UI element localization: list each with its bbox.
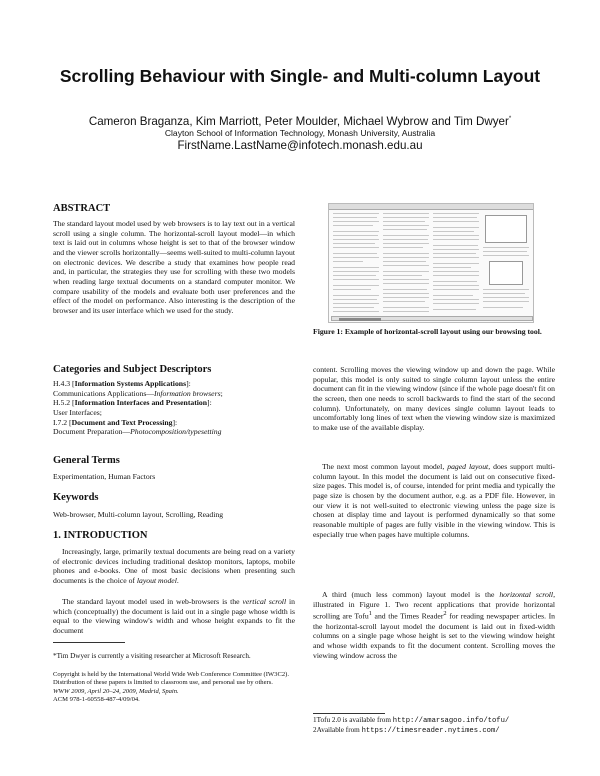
category-rest: ]: (172, 417, 178, 427)
intro-p2-italic: vertical scroll (242, 597, 287, 606)
right-paragraph-1: content. Scrolling moves the viewing window up and down the page. While popular, this model is only suited to single column layout unless the entire document can fit in the viewing window (since if the whole page doesn't fit on the screen, then one needs to scroll backwards to find the start of the second column). Unfortunately, on many devices single column layout leads to uncomfortably long lines of text when the viewing window size is maximized to make use of the available display. (313, 365, 555, 432)
footnote-1-url[interactable]: http://amarsagoo.info/tofu/ (392, 717, 510, 725)
right-p2-text: The next most common layout model, (322, 462, 448, 471)
footnote-ref-1: 1 (368, 610, 372, 618)
category-line (53, 389, 295, 399)
footnote-ref-2: 2 (443, 610, 447, 618)
intro-paragraph-2 (53, 597, 295, 636)
right-paragraph-2 (313, 462, 555, 539)
category-code: I.7.2 [ (53, 417, 72, 427)
category-line (53, 408, 295, 418)
intro-p1-text: Increasingly, large, primarily textual documents are being read on a variety of electronic devices including traditional desktop monitors, laptops, mobile phones and e-books. One of most basic decisions when presenting such documents is the choice of (53, 547, 295, 585)
email: FirstName.LastName@infotech.monash.edu.au (177, 139, 423, 152)
right-footnotes (313, 716, 555, 736)
right-paragraph-3 (313, 590, 555, 660)
category-line (53, 418, 295, 428)
introduction-heading: 1. INTRODUCTION (53, 530, 148, 541)
author-footnote-mark: * (508, 116, 512, 123)
category-italic: Information browsers (154, 388, 221, 398)
conference-line: WWW 2009, April 20–24, 2009, Madrid, Spain. (53, 687, 179, 695)
document-screenshot-icon (328, 203, 534, 323)
acm-line: ACM 978-1-60558-487-4/09/04. (53, 695, 140, 703)
footnote-1 (313, 716, 555, 726)
category-rest: ]: (207, 398, 212, 408)
category-italic: Photocomposition/typesetting (130, 427, 222, 437)
figure-diagram (485, 215, 527, 243)
right-p3-italic: horizontal scroll (499, 590, 554, 599)
category-code: H.5.2 [ (53, 398, 75, 408)
author-footnote: *Tim Dwyer is currently a visiting researcher at Microsoft Research. (53, 652, 251, 661)
figure-diagram (489, 261, 523, 285)
keywords-text: Web-browser, Multi-column layout, Scrolling, Reading (53, 510, 224, 519)
authors-text: Cameron Braganza, Kim Marriott, Peter Moulder, Michael Wybrow and Tim Dwyer (88, 115, 509, 128)
categories-heading: Categories and Subject Descriptors (53, 364, 212, 375)
browser-toolbar (329, 204, 533, 210)
keywords-heading: Keywords (53, 492, 99, 503)
abstract-heading (53, 203, 295, 214)
right-p3-text-c: and the Times Reader (371, 611, 444, 621)
abstract-heading-text: ABSTRACT (53, 203, 111, 214)
figure-column-2 (383, 213, 429, 317)
affiliation: Clayton School of Information Technology, Monash University, Australia (164, 128, 436, 138)
general-terms-text: Experimentation, Human Factors (53, 472, 156, 481)
categories-list (53, 379, 295, 437)
paper-title: Scrolling Behaviour with Single- and Multi-column Layout (59, 66, 541, 86)
footnote-rule (53, 642, 125, 643)
right-p3-text: A third (much less common) layout model is the (322, 590, 500, 599)
figure-column-3 (433, 213, 479, 317)
category-line (53, 398, 295, 408)
category-name: Information Systems Applications (74, 379, 187, 388)
footnote-2 (313, 726, 555, 736)
figure-caption: Figure 1: Example of horizontal-scroll layout using our browsing tool. (313, 327, 542, 336)
footnote-2-url[interactable]: https://timesreader.nytimes.com/ (361, 727, 500, 735)
footnote-2-text: 2Available from (313, 726, 362, 734)
author-list (0, 115, 600, 128)
category-code: H.4.3 [ (53, 379, 75, 388)
category-name: Document and Text Processing (71, 417, 173, 427)
intro-paragraph-1 (53, 547, 295, 586)
footnote-1-text: 1Tofu 2.0 is available from (313, 716, 393, 724)
copyright-block (53, 671, 295, 704)
category-end: ; (220, 388, 223, 398)
right-p2-rest: , does support multi-column layout. In this model the document is laid out on consecutive fixed-size pages. This model is, of course, intended for print media and typically the page size is chosen by the document author, e.g. as a PDF file. However, in our view it is not well-suited to electronic viewing unless the page size is chosen at display time and layout is performed dynamically so that some reasonable multiple of pages are fully visible in the viewing window. This is especially true when pages have multiple columns. (313, 462, 555, 539)
category-plain: Communications Applications— (53, 388, 154, 398)
intro-p2-rest: in which (conceptually) the document is laid out in a single page whose width is equal to the viewing window's width and whose height expands to fit the document (53, 597, 295, 635)
category-plain: User Interfaces; (53, 407, 102, 417)
footnote-rule-right (313, 713, 385, 714)
category-rest: ]: (186, 379, 191, 388)
category-line (53, 379, 295, 389)
general-terms-heading: General Terms (53, 455, 120, 466)
category-line (53, 427, 295, 437)
figure-column-4 (483, 213, 529, 317)
right-p3-text-d: for reading newspaper articles. In the horizontal-scroll layout model the document is laid out in fixed-width columns on a single page whose height is set to the viewing window height and whose width expands to fit the document content. Scrolling moves the viewing window across the (313, 611, 555, 660)
scrollbar-thumb (339, 318, 381, 321)
right-p3-text-b: , illustrated in Figure 1. Two recent applications that provide horizontal scrolling are Tofu (313, 590, 555, 621)
right-p2-italic: paged layout (447, 462, 489, 471)
copyright-notice: Copyright is held by the International World Wide Web Conference Committee (IW3C2). Distribution of these papers is limited to classroom use, and personal use by others. (53, 671, 289, 687)
abstract-text: The standard layout model used by web browsers is to lay text out in a vertical scroll using a single column. The horizontal-scroll layout model—in which text is laid out in columns whose height is set to that of the browser window and the viewer scrolls horizontally—seems well-suited to multi-column layout on electronic devices. We describe a study that examines how people read and, in particular, the strategies they use for scrolling with these two models when reading large textual documents on a standard computer monitor. We compare usability of the models and evaluate both user preferences and the effect of the model on performance. Also interesting is the description of the browser and its user interface which we used for the study. (53, 219, 295, 315)
category-plain: Document Preparation— (53, 427, 131, 437)
intro-p2-text: The standard layout model used in web-browsers is the (62, 597, 243, 606)
figure-column-1 (333, 213, 379, 317)
intro-p1-end: . (176, 575, 179, 585)
category-name: Information Interfaces and Presentation (74, 398, 208, 408)
intro-p1-italic: layout model (136, 575, 177, 585)
